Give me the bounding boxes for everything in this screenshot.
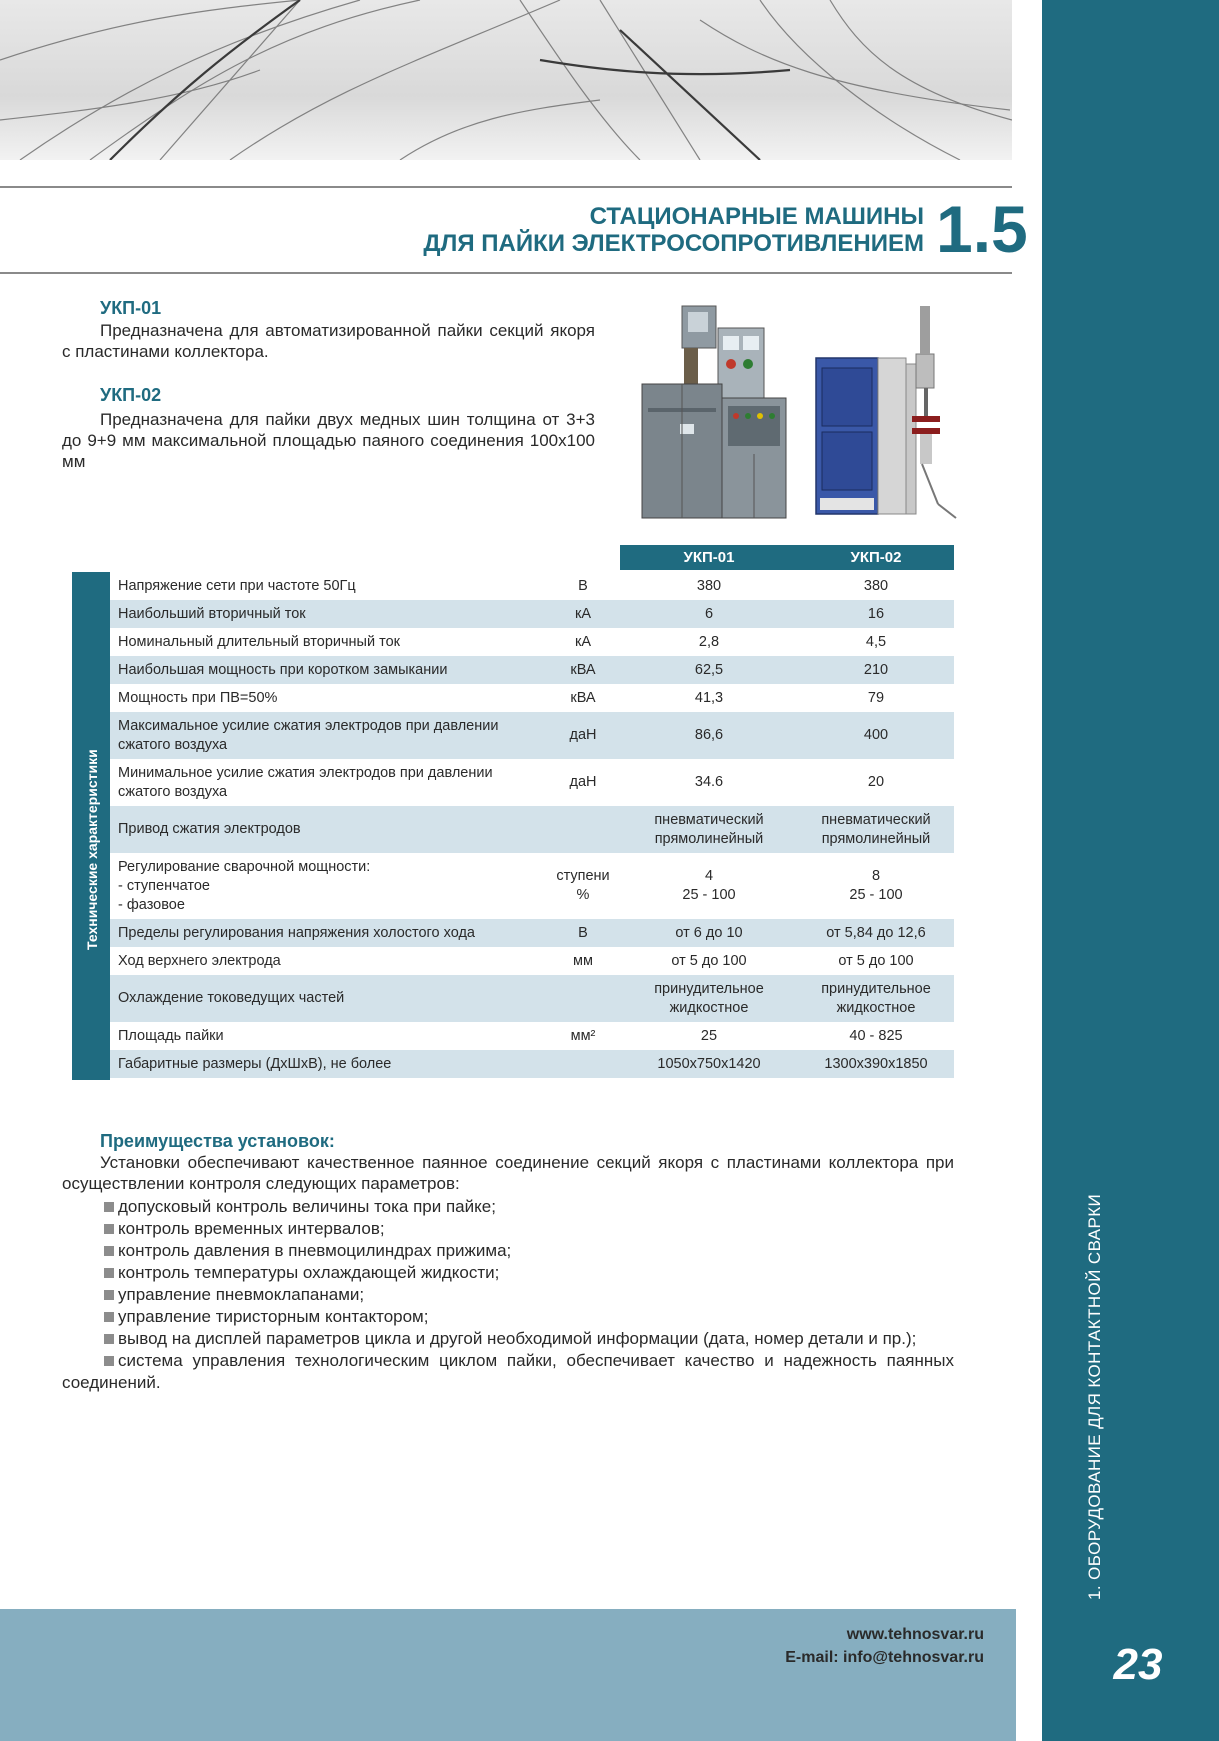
spec-row (110, 947, 954, 975)
product-1-title: УКП-01 (100, 298, 162, 318)
spec-param: Напряжение сети при частоте 50Гц (118, 577, 356, 594)
spec-unit (546, 806, 620, 853)
spec-value-ukp02: 380 (863, 577, 889, 594)
spec-unit (546, 1050, 620, 1078)
spec-row (110, 1050, 954, 1078)
square-bullet-icon (104, 1334, 114, 1344)
spec-unit: ступени % (556, 868, 610, 903)
square-bullet-icon (104, 1356, 114, 1366)
square-bullet-icon (104, 1246, 114, 1256)
footer-website-link[interactable]: www.tehnosvar.ru (846, 1626, 984, 1643)
spec-row (110, 1022, 954, 1050)
spec-row (110, 684, 954, 712)
header-bottom-rule (0, 272, 1012, 274)
advantage-item (62, 1262, 954, 1284)
spec-param: Минимальное усилие сжатия электродов при давлении сжатого воздуха (118, 764, 493, 800)
spec-unit: В (546, 919, 620, 947)
spec-row (110, 853, 954, 919)
spec-value-ukp01: 34.6 (694, 774, 724, 790)
spec-unit: кВА (570, 689, 596, 706)
spec-row (110, 600, 954, 628)
spec-value-ukp02: 210 (798, 656, 954, 684)
advantage-text: вывод на дисплей параметров цикла и другой необходимой информации (дата, номер детали и пр.); (118, 1329, 917, 1348)
spec-row (110, 806, 954, 853)
spec-unit: даН (569, 774, 597, 790)
advantage-item (62, 1350, 954, 1394)
advantage-item (62, 1196, 954, 1218)
page-title (423, 203, 924, 257)
spec-unit (546, 975, 620, 1022)
advantage-item (62, 1328, 954, 1350)
spec-param: Охлаждение токоведущих частей (110, 975, 546, 1022)
spec-param: Мощность при ПВ=50% (118, 689, 278, 706)
product-1-description: Предназначена для автоматизированной пайки секций якоря с пластинами коллектора. (62, 321, 595, 361)
spec-row (110, 975, 954, 1022)
spec-param: Номинальный длительный вторичный ток (118, 633, 400, 650)
advantage-text: контроль температуры охлаждающей жидкости; (118, 1263, 500, 1282)
spec-row (110, 628, 954, 656)
spec-value-ukp01: 25 (700, 1027, 718, 1044)
spec-unit: мм (573, 952, 593, 969)
chapter-sidebar (1042, 0, 1219, 1741)
spec-param: Максимальное усилие сжатия электродов при давлении сжатого воздуха (110, 712, 546, 759)
spec-value-ukp02: пневматический прямолинейный (798, 806, 954, 853)
spec-value-ukp02: 79 (867, 689, 885, 706)
product-2-title: УКП-02 (100, 385, 162, 405)
spec-value-ukp02: 16 (798, 600, 954, 628)
spec-value-ukp01: 1050х750х1420 (620, 1050, 798, 1078)
spec-value-ukp01: 62,5 (620, 656, 798, 684)
advantage-text: контроль давления в пневмоцилиндрах прижима; (118, 1241, 512, 1260)
advantage-text: система управления технологическим циклом пайки, обеспечивает качество и надежность паянных соединений. (62, 1351, 954, 1392)
square-bullet-icon (104, 1268, 114, 1278)
spec-value-ukp02: от 5 до 100 (838, 952, 914, 969)
page-number: 23 (1113, 1640, 1163, 1689)
footer-email-link[interactable]: E-mail: info@tehnosvar.ru (785, 1649, 984, 1666)
spec-table (110, 572, 954, 1078)
spec-value-ukp01: принудительное жидкостное (620, 975, 798, 1022)
spec-value-ukp01: от 6 до 10 (620, 919, 798, 947)
spec-row (110, 656, 954, 684)
spec-side-label: Технические характеристики (84, 749, 100, 950)
spec-param: Наибольший вторичный ток (110, 600, 546, 628)
spec-param: Привод сжатия электродов (110, 806, 546, 853)
spec-param: Габаритные размеры (ДхШхВ), не более (110, 1050, 546, 1078)
spec-param: Ход верхнего электрода (118, 952, 281, 969)
spec-value-ukp02: 1300х390х1850 (798, 1050, 954, 1078)
product-2-photo (812, 304, 960, 522)
advantage-text: управление тиристорным контактором; (118, 1307, 429, 1326)
spec-value-ukp01: 2,8 (698, 633, 720, 650)
section-number: 1.5 (936, 192, 1028, 266)
spec-unit: В (578, 577, 588, 594)
spec-value-ukp02: 8 25 - 100 (849, 868, 903, 903)
header-banner-image (0, 0, 1012, 160)
spec-value-ukp02: от 5,84 до 12,6 (798, 919, 954, 947)
spec-value-ukp02: 4,5 (865, 633, 887, 650)
spec-unit: даН (546, 712, 620, 759)
footer-contacts (785, 1623, 984, 1669)
spec-unit: мм² (570, 1027, 596, 1044)
spec-param: Пределы регулирования напряжения холостого хода (110, 919, 546, 947)
spec-param: Наибольшая мощность при коротком замыкании (110, 656, 546, 684)
spec-col-ukp02: УКП-02 (798, 545, 954, 570)
square-bullet-icon (104, 1224, 114, 1234)
advantages-list (62, 1196, 954, 1394)
advantage-item (62, 1240, 954, 1262)
advantage-item (62, 1284, 954, 1306)
page-title-line2: ДЛЯ ПАЙКИ ЭЛЕКТРОСОПРОТИВЛЕНИЕМ (423, 230, 924, 257)
spec-value-ukp01: 86,6 (620, 712, 798, 759)
square-bullet-icon (104, 1202, 114, 1212)
spec-param: Регулирование сварочной мощности: - ступенчатое - фазовое (118, 858, 371, 913)
spec-value-ukp01: 41,3 (694, 689, 724, 706)
spec-value-ukp01: 6 (620, 600, 798, 628)
advantage-text: допусковый контроль величины тока при пайке; (118, 1197, 496, 1216)
advantages-intro: Установки обеспечивают качественное паянное соединение секций якоря с пластинами коллектора при осуществлении контроля следующих параметров: (62, 1153, 954, 1193)
spec-row (110, 759, 954, 806)
chapter-title: 1. ОБОРУДОВАНИЕ ДЛЯ КОНТАКТНОЙ СВАРКИ (1085, 1193, 1104, 1600)
spec-value-ukp02: принудительное жидкостное (798, 975, 954, 1022)
spec-value-ukp02: 400 (798, 712, 954, 759)
header-top-rule (0, 186, 1012, 188)
spec-value-ukp01: 4 25 - 100 (682, 868, 736, 903)
spec-value-ukp01: 380 (696, 577, 722, 594)
spec-unit: кВА (546, 656, 620, 684)
spec-unit: кА (574, 633, 591, 650)
spec-col-ukp01: УКП-01 (620, 545, 798, 570)
advantage-text: управление пневмоклапанами; (118, 1285, 365, 1304)
spec-row (110, 919, 954, 947)
spec-param: Площадь пайки (118, 1027, 224, 1044)
square-bullet-icon (104, 1290, 114, 1300)
spec-value-ukp02: 20 (867, 774, 885, 790)
advantage-item (62, 1306, 954, 1328)
advantage-item (62, 1218, 954, 1240)
product-2-description: Предназначена для пайки двух медных шин толщина от 3+3 до 9+9 мм максимальной площадью паяного соединения 100х100 мм (62, 410, 595, 471)
spec-value-ukp01: пневматический прямолинейный (620, 806, 798, 853)
product-1-photo (636, 304, 796, 522)
spec-value-ukp01: от 5 до 100 (671, 952, 747, 969)
spec-row (110, 712, 954, 759)
page-title-line1: СТАЦИОНАРНЫЕ МАШИНЫ (589, 203, 924, 230)
spec-value-ukp02: 40 - 825 (849, 1027, 903, 1044)
square-bullet-icon (104, 1312, 114, 1322)
advantage-text: контроль временных интервалов; (118, 1219, 385, 1238)
advantages-title: Преимущества установок: (100, 1131, 335, 1151)
spec-row (110, 572, 954, 600)
spec-unit: кА (546, 600, 620, 628)
